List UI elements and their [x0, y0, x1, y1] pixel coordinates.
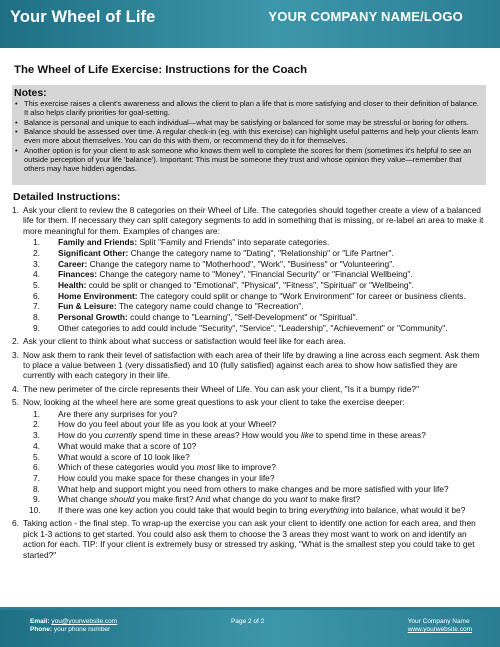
footer-contact — [30, 618, 117, 634]
step-5 — [12, 397, 488, 515]
email-link[interactable]: you@yourwebsite.com — [51, 618, 118, 625]
header-title: Your Wheel of Life — [10, 8, 156, 26]
sub-number: 3. — [33, 258, 40, 269]
question-number: 2. — [33, 419, 40, 430]
question-number: 9. — [33, 494, 40, 505]
step-4 — [12, 384, 488, 394]
question-text: to spend time in these areas? — [313, 430, 426, 441]
sub-number: 5. — [33, 280, 40, 291]
sub-item — [23, 269, 488, 279]
phone-value: your phone number — [53, 626, 111, 633]
question-emphasis: should — [109, 494, 135, 505]
step-3 — [12, 350, 488, 381]
note-item: • Balance is personal and unique to each individual—what may be satisfying or balanced for some may be stressful or boring for others. — [14, 118, 482, 127]
question-number: 5. — [33, 451, 40, 462]
sub-item — [23, 312, 488, 322]
step-text: Now ask them to rank their level of satisfaction with each area of their life by drawing a line across each segment. Ask them to place a value between 1 (very dissatisfied) and 10 (fully satisfied) against each area to show how satisfied they are currently with each category in their life. — [23, 349, 480, 381]
sub-text: The category name could change to "Recreation". — [116, 301, 304, 312]
deeper-questions-list — [23, 409, 488, 516]
email-label: Email: — [30, 618, 50, 625]
sub-label: Family and Friends: — [58, 237, 138, 248]
step-1 — [12, 205, 488, 333]
sub-label: Fun & Leisure: — [58, 301, 117, 312]
sub-item — [23, 248, 488, 258]
question-number: 1. — [33, 408, 40, 419]
page-header — [0, 0, 500, 48]
notes-list — [14, 99, 482, 173]
step-text: Taking action - the final step. To wrap-up the exercise you can ask your client to identify one action for each area, and then pick 1-3 actions to get started. You could also ask them to choose the 3 areas they most want to work on and identify an action for each. TIP: If your client is extremely busy or stressed try asking, "What is the smallest step you could take to get started?" — [23, 518, 476, 560]
question-item — [23, 494, 488, 504]
sub-label: Health: — [58, 280, 87, 291]
question-text: Which of these categories would you — [58, 462, 197, 473]
instruction-steps — [12, 205, 488, 563]
sub-item — [23, 280, 488, 290]
sub-text: Other categories to add could include "Security", "Service", "Leadership", "Achievement" or "Community". — [58, 322, 448, 333]
sub-text: Change the category name to "Money", "Financial Security" or "Financial Wellbeing". — [97, 269, 413, 280]
question-text: How do you — [58, 430, 105, 441]
category-change-list — [23, 237, 488, 333]
sub-item — [23, 259, 488, 269]
document-title: The Wheel of Life Exercise: Instructions for the Coach — [14, 64, 308, 76]
notes-box — [12, 85, 486, 185]
question-emphasis: like — [301, 430, 314, 441]
question-text: What change — [58, 494, 110, 505]
step-number: 5. — [12, 397, 19, 408]
step-text: Ask your client to review the 8 categories on their Wheel of Life. The categories should together create a view of a balanced life for them. If necessary they can split category segments to add in something that is missing, or re-label an area to make it more meaningful for them. Examples of changes are: — [23, 205, 484, 236]
question-item — [23, 441, 488, 451]
question-emphasis: currently — [104, 430, 137, 441]
sub-label: Career: — [58, 258, 88, 269]
website-link[interactable]: www.yourwebsite.com — [407, 626, 472, 633]
sub-text: The category could split or change to "Work Environment" for career or business clients. — [137, 290, 466, 301]
detailed-instructions-heading: Detailed Instructions: — [13, 191, 121, 203]
question-item — [23, 419, 488, 429]
question-number: 10. — [29, 505, 41, 516]
sub-number: 1. — [33, 237, 40, 248]
question-item — [23, 505, 488, 515]
step-number: 3. — [12, 349, 19, 360]
note-item: • Another option is for your client to ask someone who knows them well to complete the scores for them (sometimes it's helpful to see an outside perception of your life 'balance'). Important: This must be someone they trust and whose opinion they value—remember that others may have hidden agendas. — [14, 146, 482, 173]
sub-item — [23, 291, 488, 301]
question-number: 4. — [33, 440, 40, 451]
question-number: 6. — [33, 462, 40, 473]
step-text: The new perimeter of the circle represents their Wheel of Life. You can ask your client, "Is it a bumpy ride?" — [23, 383, 420, 394]
sub-number: 4. — [33, 269, 40, 280]
question-text: How do you feel about your life as you look at your Wheel? — [58, 419, 277, 430]
question-text: What help and support might you need from others to make changes and be more satisfied with your life? — [58, 483, 449, 494]
page-number: Page 2 of 2 — [231, 618, 265, 625]
question-number: 3. — [33, 430, 40, 441]
question-text: you make first? And what change do you — [134, 494, 290, 505]
phone-label: Phone: — [30, 626, 53, 633]
page-footer — [0, 610, 500, 647]
question-text: Are there any surprises for you? — [58, 408, 178, 419]
sub-item — [23, 323, 488, 333]
step-2 — [12, 336, 488, 346]
sub-label: Personal Growth: — [58, 312, 128, 323]
step-number: 6. — [12, 518, 19, 529]
footer-company-name: Your Company Name — [407, 618, 470, 625]
question-emphasis: everything — [309, 505, 349, 516]
company-logo-placeholder: YOUR COMPANY NAME/LOGO — [268, 9, 463, 24]
question-item — [23, 484, 488, 494]
question-emphasis: want — [289, 494, 308, 505]
sub-label: Finances: — [58, 269, 98, 280]
question-text: If there was one key action you could take that would begin to bring — [58, 505, 310, 516]
step-text: Ask your client to think about what success or satisfaction would feel like for each area. — [23, 336, 346, 347]
step-text: Now, looking at the wheel here are some great questions to ask your client to take the exercise deeper: — [23, 397, 405, 408]
sub-text: Change the category name to "Motherhood", "Work", "Business" or "Volunteering". — [87, 258, 395, 269]
question-item — [23, 409, 488, 419]
question-text: What would make that a score of 10? — [58, 440, 197, 451]
step-6 — [12, 518, 488, 560]
sub-label: Significant Other: — [58, 247, 129, 258]
sub-number: 6. — [33, 290, 40, 301]
question-number: 7. — [33, 472, 40, 483]
notes-heading: Notes: — [14, 87, 47, 99]
footer-company — [408, 618, 472, 634]
question-item — [23, 462, 488, 472]
question-text: spend time in these areas? How would you — [136, 430, 302, 441]
sub-item — [23, 237, 488, 247]
question-number: 8. — [33, 483, 40, 494]
footer-email-row — [30, 618, 117, 626]
question-item — [23, 430, 488, 440]
sub-number: 2. — [33, 247, 40, 258]
sub-number: 9. — [33, 322, 40, 333]
sub-text: Split "Family and Friends" into separate categories. — [137, 237, 330, 248]
question-text: like to improve? — [214, 462, 276, 473]
question-item — [23, 452, 488, 462]
step-number: 4. — [12, 383, 19, 394]
sub-text: could change to "Learning", "Self-Development" or "Spiritual". — [127, 312, 358, 323]
sub-text: could be split or changed to "Emotional", "Physical", "Fitness", "Spiritual" or "Wellbeing". — [86, 280, 414, 291]
step-number: 2. — [12, 336, 19, 347]
sub-item — [23, 301, 488, 311]
question-text: to make first? — [307, 494, 361, 505]
question-text: into balance, what would it be? — [348, 505, 466, 516]
question-text: How could you make space for these changes in your life? — [58, 472, 275, 483]
sub-label: Home Environment: — [58, 290, 138, 301]
sub-number: 7. — [33, 301, 40, 312]
question-emphasis: most — [196, 462, 215, 473]
question-text: What would a score of 10 look like? — [58, 451, 190, 462]
note-item: • This exercise raises a client's awareness and allows the client to plan a life that is more satisfying and closer to their definition of balance. It also helps clarify priorities for goal-setting. — [14, 99, 482, 117]
step-number: 1. — [12, 205, 19, 215]
note-item: • Balance should be assessed over time. A regular check-in (eg. with this exercise) can highlight useful patterns and help your clients learn even more about themselves. You can do this with them, or recommend they do it for themselves. — [14, 127, 482, 145]
sub-text: Change the category name to "Dating", "Relationship" or "Life Partner". — [128, 247, 394, 258]
sub-number: 8. — [33, 312, 40, 323]
question-item — [23, 473, 488, 483]
footer-phone-row — [30, 626, 117, 634]
